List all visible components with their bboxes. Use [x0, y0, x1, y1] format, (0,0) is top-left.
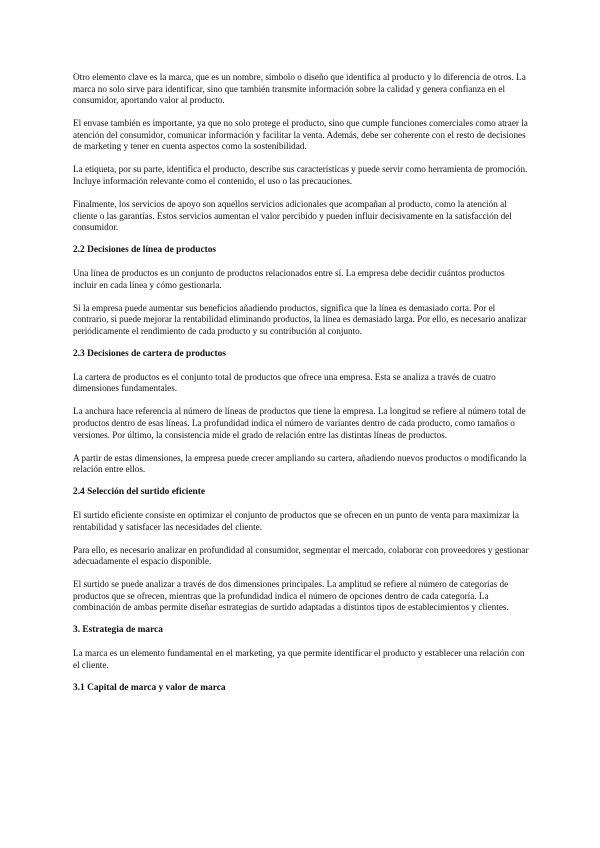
- paragraph-dimensiones: La anchura hace referencia al número de líneas de productos que tiene la empresa. La longitud se refiere al número total de productos dentro de esas líneas. La profundidad indica el número de variantes dentro de cada producto, como tamaños o versiones. Por último, la consistencia mide el grado de relación entre las distintas líneas de productos.: [73, 406, 526, 440]
- paragraph-crecimiento: A partir de estas dimensiones, la empresa puede crecer ampliando su cartera, añadiendo nuevos productos o modificando la relación entre ellos.: [73, 452, 527, 475]
- document-page: [73, 72, 529, 706]
- paragraph-servicios-apoyo: Finalmente, los servicios de apoyo son aquellos servicios adicionales que acompañan al producto, como la atención al cliente o las garantías. Estos servicios aumentan el valor percibido y pueden influir decisivamente en la satisfacción del consumidor.: [73, 198, 512, 233]
- paragraph-amplitud-profundidad: El surtido se puede analizar a través de dos dimensiones principales. La amplitud se refiere al número de categorías de productos que se ofrecen, mientras que la profundidad indica el número de opciones dentro de cada categoría. La combinación de ambas permite diseñar estrategias de surtido adaptadas a distintos tipos de establecimientos y clientes.: [73, 579, 509, 613]
- section-heading-2-2: 2.2 Decisiones de línea de productos: [73, 245, 217, 256]
- paragraph-etiqueta: La etiqueta, por su parte, identifica el producto, describe sus características y puede servir como herramienta de promoción. Incluye información relevante como el contenido, el uso o las precauciones.: [73, 164, 528, 186]
- paragraph-linea-productos: Una línea de productos es un conjunto de productos relacionados entre sí. La empresa debe decidir cuántos productos incluir en cada línea y cómo gestionarla.: [73, 268, 505, 290]
- paragraph-envase: El envase también es importante, ya que no solo protege el producto, sino que cumple funciones comerciales como atraer la atención del consumidor, comunicar información y facilitar la venta. Además, debe ser coherente con el resto de decisiones de marketing y tener en cuenta aspectos como la sostenibilidad.: [73, 118, 528, 152]
- paragraph-marca: Otro elemento clave es la marca, que es un nombre, símbolo o diseño que identifica al producto y lo diferencia de otros. La marca no solo sirve para identificar, sino que también transmite información sobre la calidad y genera confianza en el consumidor, aportando valor al producto.: [73, 72, 526, 106]
- section-heading-3: 3. Estrategia de marca: [73, 625, 163, 636]
- paragraph-beneficios-linea: Si la empresa puede aumentar sus beneficios añadiendo productos, significa que la línea es demasiado corta. Por el contrario, si puede mejorar la rentabilidad eliminando productos, la línea es demasiado larga. Por ello, es necesario analizar periódicamente el rendimiento de cada producto y su contribución al conjunto.: [73, 302, 527, 336]
- paragraph-cartera: La cartera de productos es el conjunto total de productos que ofrece una empresa. Esta se analiza a través de cuatro dimensiones fundamentales.: [73, 371, 496, 394]
- section-heading-2-4: 2.4 Selección del surtido eficiente: [73, 487, 206, 498]
- section-heading-2-3: 2.3 Decisiones de cartera de productos: [73, 348, 226, 359]
- paragraph-analisis-consumidor: Para ello, es necesario analizar en profundidad al consumidor, segmentar el mercado, colaborar con proveedores y gestionar adecuadamente el espacio disponible.: [73, 544, 529, 567]
- paragraph-marca-fundamental: La marca es un elemento fundamental en el marketing, ya que permite identificar el producto y establecer una relación con el cliente.: [73, 648, 525, 671]
- section-heading-3-1: 3.1 Capital de marca y valor de marca: [73, 683, 226, 694]
- paragraph-surtido-eficiente: El surtido eficiente consiste en optimizar el conjunto de productos que se ofrecen en un punto de venta para maximizar la rentabilidad y satisfacer las necesidades del cliente.: [73, 510, 519, 532]
